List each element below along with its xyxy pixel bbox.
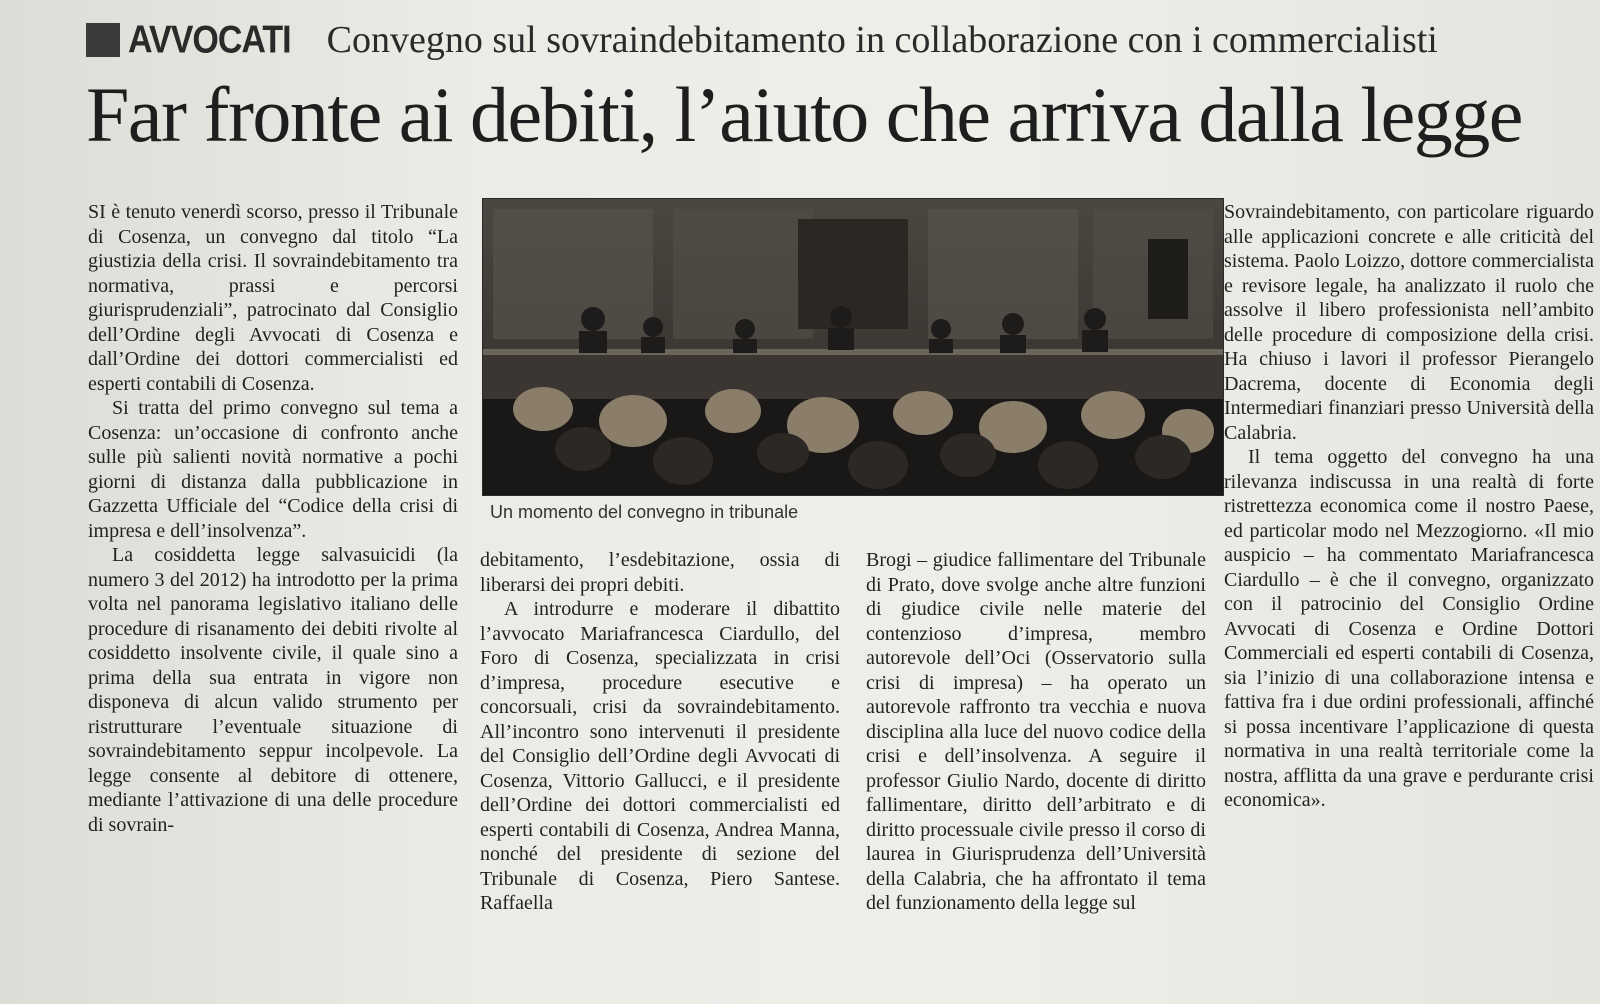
paragraph: debitamento, l’esdebitazione, ossia di liberarsi dei propri debiti. <box>480 549 840 596</box>
section-tag: AVVOCATI <box>128 17 291 62</box>
paragraph: Brogi – giudice fallimentare del Tribunale di Prato, dove svolge anche altre funzioni di giudice civile nelle materie del contenzioso d’impresa, membro autorevole dell’Oci (Osservatorio sulla crisi di impresa) – ha operato un autorevole raffronto tra vecchia e nuova disciplina alla luce del nuovo codice della crisi e dell’insolvenza. A seguire il professor Giulio Nardo, docente di diritto fallimentare, diritto dell’arbitrato e di diritto processuale civile presso il corso di laurea in Giurisprudenza dell’Università della Calabria, che ha affrontato il tema del funzionamento della legge sul <box>866 549 1206 914</box>
headline: Far fronte ai debiti, l’aiuto che arriva dalla legge <box>86 71 1522 158</box>
article-column-4 <box>1224 200 1594 1000</box>
paragraph: Sovraindebitamento, con particolare riguardo alle applicazioni concrete e alle criticità del sistema. Paolo Loizzo, dottore commercialista e revisore legale, ha analizzato il ruolo che assolve il libero professionista nell’ambito delle procedure di composizione della crisi. Ha chiuso i lavori il professor Pierangelo Dacrema, docente di Economia degli Intermediari finanziari presso Università della Calabria. <box>1224 201 1594 444</box>
article-column-2 <box>480 548 840 998</box>
paragraph: A introdurre e moderare il dibattito l’avvocato Mariafrancesca Ciardullo, del Foro di Cosenza, specializzata in crisi d’impresa, procedure esecutive e concorsuali, crisi da sovraindebitamento. All’incontro sono intervenuti il presidente del Consiglio dell’Ordine degli Avvocati di Cosenza, Vittorio Gallucci, e il presidente dell’Ordine dei dottori commercialisti ed esperti contabili di Cosenza, Andrea Manna, nonché del presidente di sezione del Tribunale di Cosenza, Piero Santese. Raffaella <box>480 598 840 914</box>
article-column-3 <box>866 548 1206 998</box>
kicker-row <box>86 12 1586 68</box>
paragraph: Si tratta del primo convegno sul tema a Cosenza: un’occasione di confronto anche sulle più salienti novità normative a pochi giorni di distanza dalla pubblicazione in Gazzetta Ufficiale del “Codice della crisi di impresa e dell’insolvenza”. <box>88 397 458 542</box>
kicker: Convegno sul sovraindebitamento in collaborazione con i commercialisti <box>326 19 1438 61</box>
section-marker <box>86 23 120 57</box>
paragraph: SI è tenuto venerdì scorso, presso il Tribunale di Cosenza, un convegno dal titolo “La giustizia della crisi. Il sovraindebitamento tra normativa, prassi e percorsi giurisprudenziali”, patrocinato dal Consiglio dell’Ordine degli Avvocati di Cosenza e dall’Ordine dei dottori commercialisti ed esperti contabili di Cosenza. <box>88 201 458 395</box>
paragraph: Il tema oggetto del convegno ha una rilevanza indiscussa in una realtà di forte ristrettezza economica come il nostro Paese, ed particolar modo nel Mezzogiorno. «Il mio auspicio – ha commentato Mariafrancesca Ciardullo – è che il convegno, organizzato con il patrocinio del Consiglio Ordine Avvocati di Cosenza e Ordine Dottori Commerciali ed esperti contabili di Cosenza, sia l’inizio di una collaborazione intensa e fattiva fra i due ordini professionali, affinché si possa incentivare l’applicazione di questa normativa in una realtà territoriale come la nostra, afflitta da una grave e perdurante crisi economica». <box>1224 446 1594 811</box>
photo-caption: Un momento del convegno in tribunale <box>490 502 799 522</box>
paragraph: La cosiddetta legge salvasuicidi (la numero 3 del 2012) ha introdotto per la prima volta nel panorama legislativo italiano delle procedure di risanamento dei debiti rivolte al cosiddetto insolvente civile, il quale sino a prima della sua entrata in vigore non disponeva di alcun valido strumento per ristrutturare l’eventuale situazione di sovraindebitamento seppur incolpevole. La legge consente al debitore di ottenere, mediante l’attivazione di una delle procedure di sovrain- <box>88 544 458 836</box>
article-column-1 <box>88 200 458 1000</box>
conference-photo <box>482 198 1224 496</box>
